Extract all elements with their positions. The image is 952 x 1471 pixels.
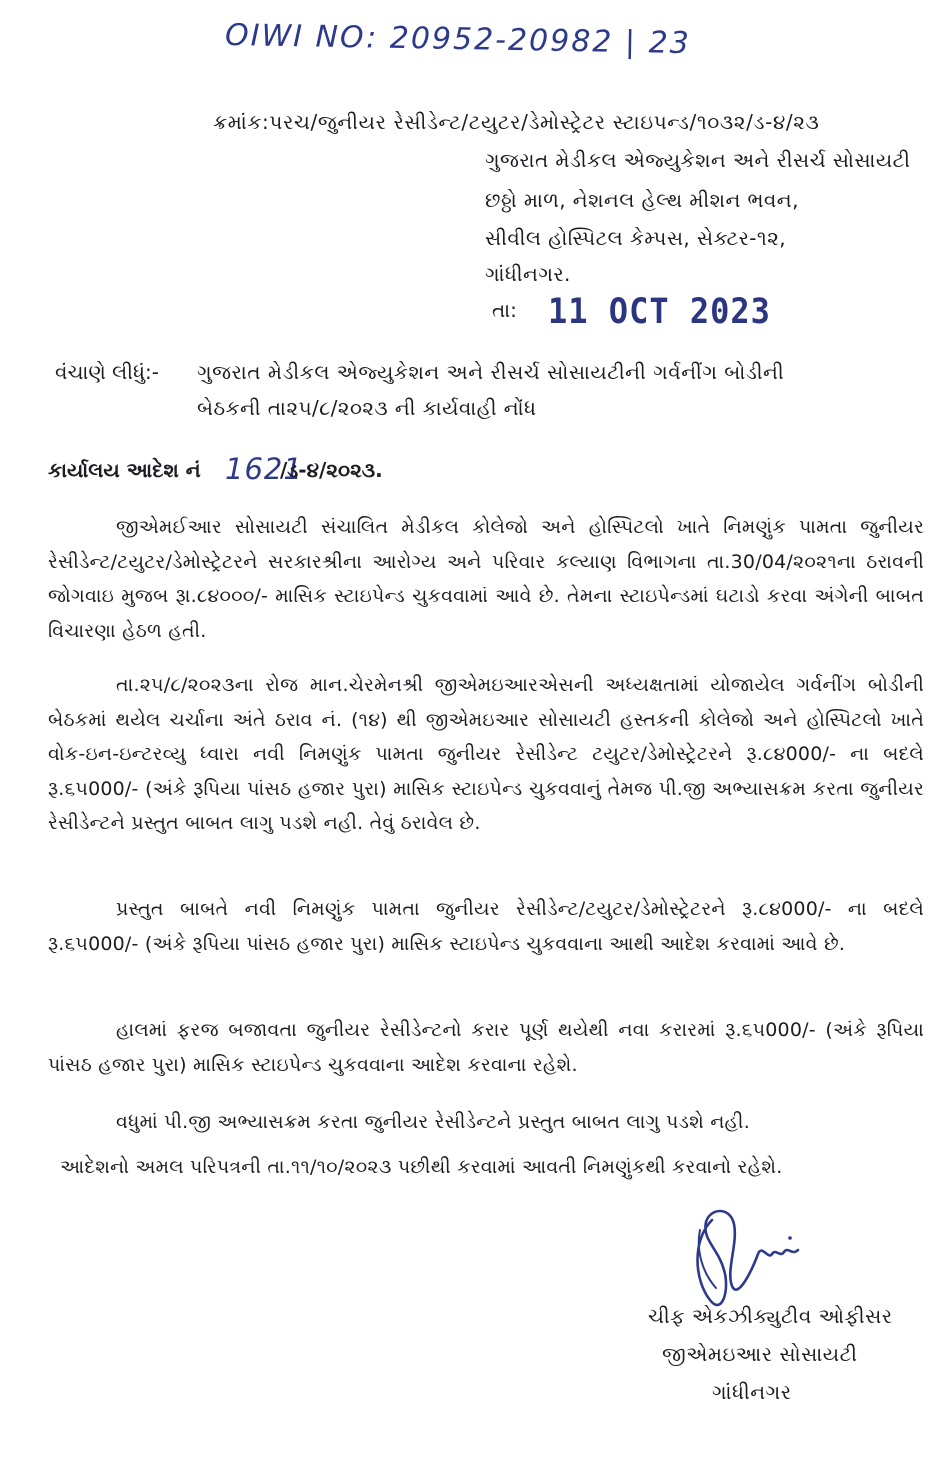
order-number-handwritten: 1621 bbox=[225, 452, 303, 486]
address-line-4: ગાંધીનગર. bbox=[485, 262, 571, 286]
signatory-designation: ચીફ એકઝીક્યુટીવ ઓફીસર bbox=[648, 1304, 893, 1328]
signatory-organization: જીએમઇઆર સોસાયટી bbox=[662, 1342, 858, 1366]
reference-number: ક્રમાંક:પરચ/જુનીયર રેસીડેન્ટ/ટયુટર/ડેમોસ્ટ્રેટર સ્ટાઇપન્ડ/૧૦૩૨/ડ-૪/૨૩ bbox=[213, 110, 820, 134]
order-label: કાર્યાલય આદેશ નં bbox=[48, 458, 201, 482]
signature-mark bbox=[672, 1200, 822, 1320]
body-paragraph-5: વધુમાં પી.જી અભ્યાસક્રમ કરતા જુનીયર રેસીડેન્ટને પ્રસ્તુત બાબત લાગુ પડશે નહી. bbox=[116, 1111, 750, 1133]
date-stamp: 11 OCT 2023 bbox=[548, 290, 771, 332]
body-paragraph-2: તા.૨૫/૮/૨૦૨૩ના રોજ માન.ચેરમેનશ્રી જીએમઇઆરએસની અધ્યક્ષતામાં યોજાયેલ ગર્વનીંગ બોડીની બેઠકમાં થયેલ ચર્ચાના અંતે ઠરાવ નં. (૧૪) થી જીએમઇઆર સોસાયટી હસ્તકની કોલેજો અને હોસ્પિટલો ખાતે વોક-ઇન-ઇન્ટરવ્યુ ધ્વારા નવી નિમણુંક પામતા જુનીયર રેસીડેન્ટ ટયુટર/ડેમોસ્ટ્રેટરને રૂ.૮૪000/- ના બદલે રૂ.૬૫000/- (અંકે રૂપિયા પાંસઠ હજાર પુરા) માસિક સ્ટાઇપેન્ડ ચુકવવાનું તેમજ પી.જી અભ્યાસક્રમ કરતા જુનીયર રેસીડેન્ટને પ્રસ્તુત બાબત લાગુ પડશે નહી. તેવું ઠરાવેલ છે. bbox=[48, 674, 925, 834]
body-paragraph-6: આદેશનો અમલ પરિપત્રની તા.૧૧/૧૦/૨૦૨૩ પછીથી કરવામાં આવતી નિમણુંકથી કરવાનો રહેશે. bbox=[60, 1156, 783, 1178]
order-number-suffix: /ડ-૪/૨૦૨૩. bbox=[280, 458, 383, 482]
address-line-3: સીવીલ હોસ્પિટલ કેમ્પસ, સેક્ટર-૧૨, bbox=[485, 226, 787, 250]
body-paragraph-4: હાલમાં ફરજ બજાવતા જુનીયર રેસીડેન્ટનો કરાર પૂર્ણ થયેથી નવા કરારમાં રૂ.૬૫000/- (અંકે રૂપિયા પાંસઠ હજાર પુરા) માસિક સ્ટાઇપેન્ડ ચુકવવાના આદેશ કરવાના રહેશે. bbox=[48, 1019, 924, 1076]
read-reference-line-2: બેઠકની તા૨૫/૮/૨૦૨૩ ની કાર્યવાહી નોંધ bbox=[197, 396, 537, 420]
date-label: તા: bbox=[492, 298, 517, 322]
inward-number-handwritten: OIWI NO: 20952-20982 | 23 bbox=[224, 17, 692, 62]
read-reference-line-1: ગુજરાત મેડીકલ એજ્યુકેશન અને રીસર્ચ સોસાયટીની ગર્વનીંગ બોડીની bbox=[197, 360, 785, 384]
body-paragraph-1: જીએમઈઆર સોસાયટી સંચાલિત મેડીકલ કોલેજો અને હોસ્પિટલો ખાતે નિમણુંક પામતા જુનીયર રેસીડેન્ટ/ટયુટર/ડેમોસ્ટ્રેટરને સરકારશ્રીના આરોગ્ય અને પરિવાર કલ્યાણ વિભાગના તા.30/04/૨૦૨૧ના ઠરાવની જોગવાઇ મુજબ રૂા.૮૪૦૦૦/- માસિક સ્ટાઇપેન્ડ ચુકવવામાં આવે છે. તેમના સ્ટાઇપેન્ડમાં ઘટાડો કરવા અંગેની બાબત વિચારણા હેઠળ હતી. bbox=[48, 516, 924, 642]
address-line-1: ગુજરાત મેડીકલ એજ્યુકેશન અને રીસર્ચ સોસાયટી bbox=[485, 148, 911, 172]
signatory-place: ગાંધીનગર bbox=[712, 1380, 792, 1404]
address-line-2: છઠ્ઠો માળ, નેશનલ હેલ્થ મીશન ભવન, bbox=[485, 188, 799, 212]
read-label: વંચાણે લીધું:- bbox=[55, 360, 159, 384]
body-paragraph-3: પ્રસ્તુત બાબતે નવી નિમણુંક પામતા જુનીયર રેસીડેન્ટ/ટયુટર/ડેમોસ્ટ્રેટરને રૂ.૮૪000/- ના બદલે રૂ.૬૫000/- (અંકે રૂપિયા પાંસઠ હજાર પુરા) માસિક સ્ટાઇપેન્ડ ચુકવવાના આથી આદેશ કરવામાં આવે છે. bbox=[48, 898, 924, 955]
